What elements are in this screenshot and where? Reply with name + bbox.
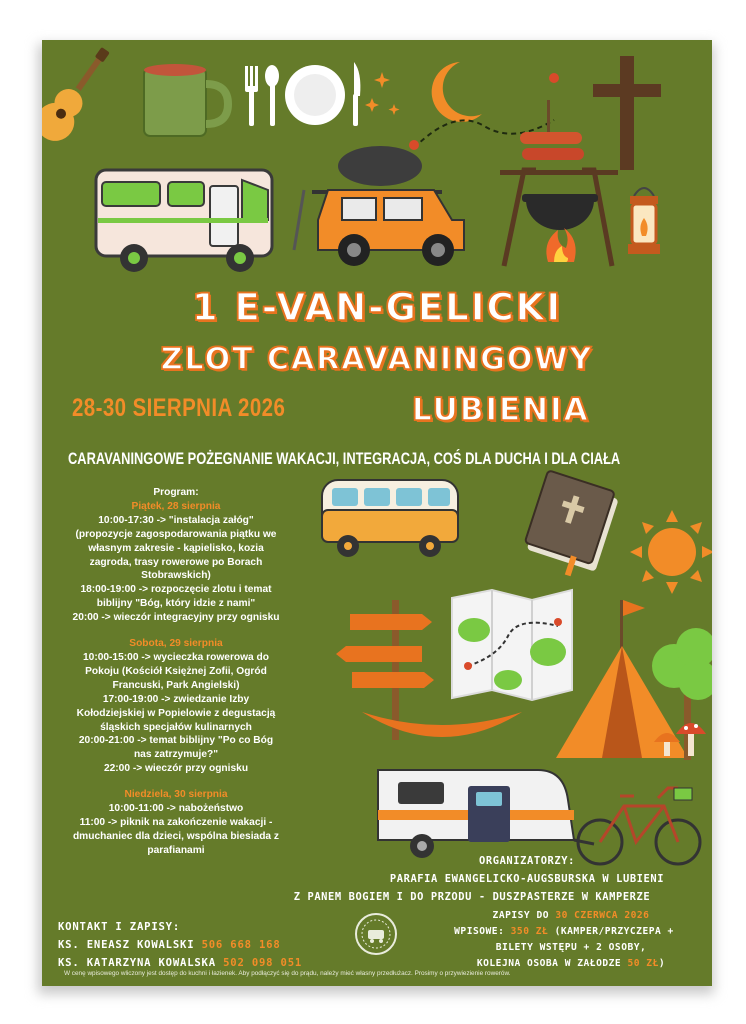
- registration: ZAPISY DO 30 CZERWCA 2026 WPISOWE: 350 ZŁ (KAMPER/PRZYCZEPA + BILETY WSTĘPU + 2 OSOBY, KOLEJNA OSOBA W ZAŁODZE 50 ZŁ): [454, 910, 674, 969]
- sunday-line: 10:00-11:00 -> nabożeństwo: [108, 803, 244, 815]
- title-line-1: 1 E-VAN-GELICKI: [191, 286, 563, 329]
- sun-icon: [630, 510, 712, 594]
- title-line-2: ZLOT CARAVANINGOWY: [160, 342, 594, 377]
- friday-line: (propozycje zagospodarowania piątku we: [75, 528, 277, 540]
- saturday-line: Kołodziejskiej w Popielowie z degustacją: [76, 707, 276, 719]
- poster: [42, 40, 712, 986]
- sunday-line: dmuchaniec dla dzieci, wspólna biesiada z: [72, 830, 280, 842]
- saturday-line: Pokoju (Kościół Księżnej Zofii, Ogród: [85, 665, 267, 677]
- map-icon: [452, 590, 572, 700]
- mug-icon: [144, 64, 228, 136]
- saturday-line: 17:00-19:00 -> zwiedzanie Izby: [102, 693, 250, 705]
- organizers-line-2: Z PANEM BOGIEM I DO PRZODU - DUSZPASTERZE W KAMPERZE: [293, 891, 651, 903]
- organizers: [293, 852, 712, 906]
- saturday-line: 20:00-21:00 -> temat biblijny "Po co Bóg: [78, 735, 274, 747]
- sunday-line: 11:00 -> piknik na zakończenie wakacji -: [79, 816, 273, 828]
- program: [42, 486, 310, 858]
- plate-icon: [285, 65, 345, 125]
- friday-line: 10:00-17:30 -> "instalacja załóg": [98, 514, 254, 526]
- caravan-icon: [378, 770, 594, 858]
- registration-deadline: 30 CZERWCA 2026: [555, 910, 650, 921]
- friday-line: 18:00-19:00 -> rozpoczęcie zlotu i temat: [80, 584, 272, 596]
- sunday-heading: Niedziela, 30 sierpnia: [124, 789, 228, 801]
- contact-person-1: KS. ENEASZ KOWALSKI 506 668 168: [58, 939, 281, 951]
- spoon-icon: [265, 65, 279, 126]
- hammock-icon: [362, 712, 522, 737]
- bible-icon: [519, 470, 620, 583]
- friday-heading: Piątek, 28 sierpnia: [131, 500, 221, 512]
- saturday-line: 10:00-15:00 -> wycieczka rowerowa do: [82, 651, 269, 663]
- saturday-line: 22:00 -> wieczór przy ognisku: [103, 763, 249, 775]
- contact-phone-1[interactable]: 506 668 168: [201, 939, 281, 951]
- contact-person-2: KS. KATARZYNA KOWALSKA 502 098 051: [58, 957, 303, 969]
- sunday-line: parafianami: [147, 844, 205, 856]
- right-illustrations: [302, 470, 712, 880]
- program-heading: Program:: [153, 487, 199, 498]
- top-illustrations: [42, 40, 712, 280]
- organizers-line-1: PARAFIA EWANGELICKO-AUGSBURSKA W LUBIENI: [389, 873, 665, 885]
- event-dates: 28-30 SIERPNIA 2026: [72, 394, 286, 422]
- knife-icon: [353, 62, 360, 126]
- friday-line: biblijny "Bóg, który idzie z nami": [96, 598, 256, 610]
- stars-icon: [365, 72, 400, 115]
- contact-heading: KONTAKT I ZAPISY:: [58, 921, 181, 933]
- campfire-pot-icon: [500, 170, 618, 266]
- contact: [58, 918, 302, 972]
- stamp-logo: [354, 912, 398, 956]
- fork-icon: [245, 66, 258, 126]
- event-place: LUBIENIA: [412, 392, 590, 428]
- footnote: W cenę wpisowego wliczony jest dostęp do kuchni i łazienek. Aby podłączyć się do prądu, należy mieć własny przedłużacz. Prosimy o przywiezienie rowerów.: [64, 970, 511, 977]
- saturday-line: Francuski, Park Angielski): [112, 679, 240, 691]
- moon-icon: [432, 62, 482, 122]
- friday-line: zagroda, trasy rowerowe po Borach: [89, 556, 263, 568]
- saturday-heading: Sobota, 29 sierpnia: [129, 638, 223, 650]
- saturday-line: śląskich specjałów kulinarnych: [100, 721, 252, 733]
- camper-icon: [96, 170, 272, 272]
- saturday-line: nas zatrzymuje?": [133, 749, 219, 761]
- registration-extra-fee: 50 ZŁ: [627, 958, 659, 969]
- van-icon: [322, 480, 458, 557]
- friday-line: 20:00 -> wieczór integracyjny przy ognisku: [72, 612, 280, 624]
- friday-line: Stobrawskich): [141, 570, 211, 582]
- guitar-icon: [42, 40, 121, 148]
- contact-phone-2[interactable]: 502 098 051: [223, 957, 303, 969]
- cutlery-group: [245, 62, 360, 126]
- organizers-heading: ORGANIZATORZY:: [479, 855, 575, 867]
- event-subtitle: CARAVANINGOWE POŻEGNANIE WAKACJI, INTEGRACJA, COŚ DLA DUCHA I DLA CIAŁA: [68, 450, 621, 468]
- cross-icon: [593, 56, 661, 170]
- lantern-icon: [628, 188, 660, 254]
- friday-line: własnym zakresie - kąpielisko, kozia: [88, 542, 264, 554]
- offroad-car-icon: [294, 146, 464, 266]
- registration-fee: 350 ZŁ: [510, 926, 549, 937]
